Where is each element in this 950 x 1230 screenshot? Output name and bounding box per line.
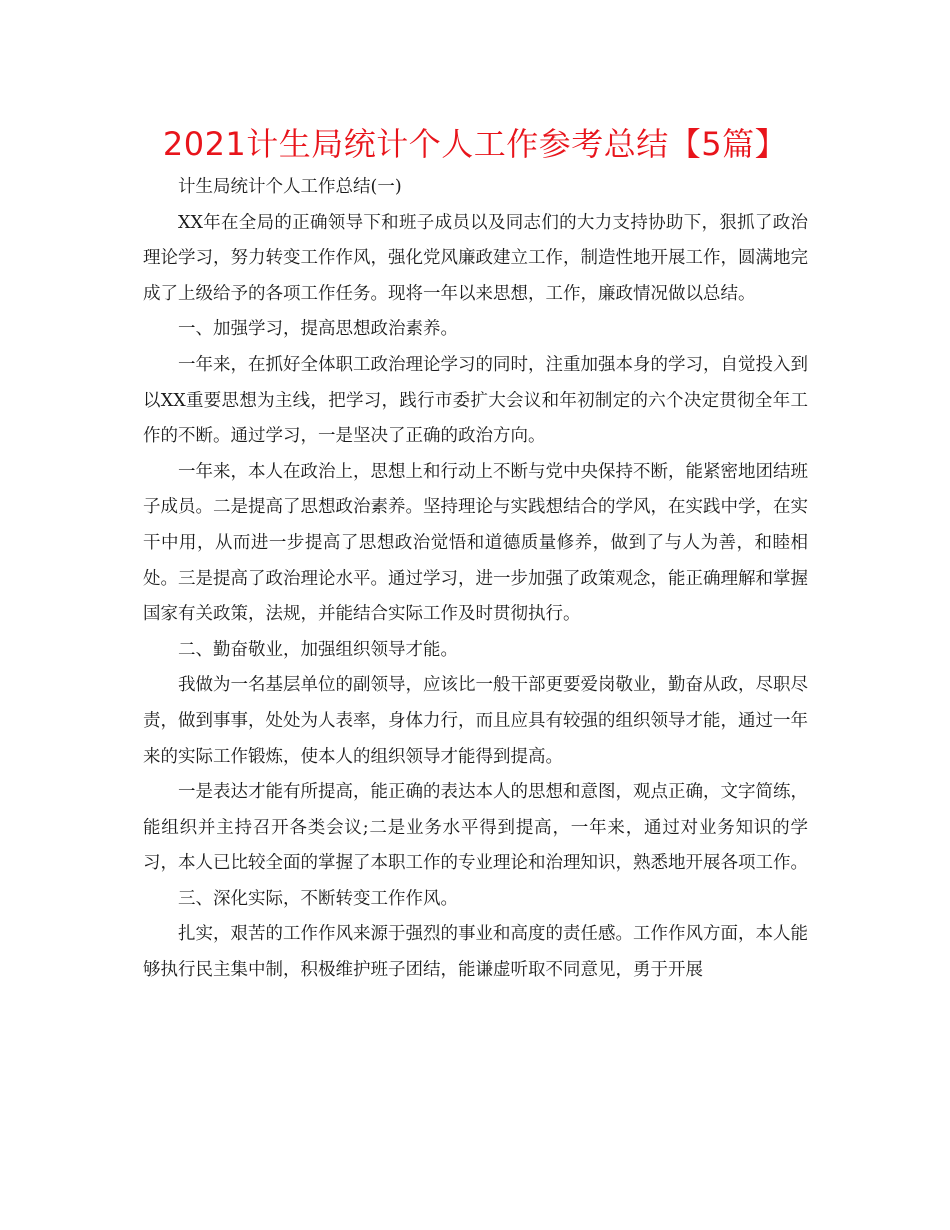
body-paragraph: 我做为一名基层单位的副领导，应该比一般干部更要爱岗敬业，勤奋从政，尽职尽责，做到事事，处处为人表率，身体力行，而且应具有较强的组织领导才能，通过一年来的实际工作锻炼，使本人的组织领导才能得到提高。	[143, 675, 808, 767]
body-paragraph: XX年在全局的正确领导下和班子成员以及同志们的大力支持协助下，狠抓了政治理论学习，努力转变工作作风，强化党风廉政建立工作，制造性地开展工作，圆满地完成了上级给予的各项工作任务。现将一年以来思想，工作，廉政情况做以总结。	[143, 212, 808, 304]
document-title: 2021计生局统计个人工作参考总结【5篇】	[162, 125, 788, 163]
body-paragraph: 一是表达才能有所提高，能正确的表达本人的思想和意图，观点正确，文字简练，能组织并主持召开各类会议;二是业务水平得到提高，一年来，通过对业务知识的学习，本人已比较全面的掌握了本职工作的专业理论和治理知识，熟悉地开展各项工作。	[143, 782, 808, 874]
body-paragraph: 一年来，在抓好全体职工政治理论学习的同时，注重加强本身的学习，自觉投入到以XX重要思想为主线，把学习，践行市委扩大会议和年初制定的六个决定贯彻全年工作的不断。通过学习，一是坚决了正确的政治方向。	[143, 354, 808, 447]
body-paragraph: 一年来，本人在政治上，思想上和行动上不断与党中央保持不断，能紧密地团结班子成员。二是提高了思想政治素养。坚持理论与实践想结合的学风，在实践中学，在实干中用，从而进一步提高了思想政治觉悟和道德质量修养，做到了与人为善，和睦相处。三是提高了政治理论水平。通过学习，进一步加强了政策观念，能正确理解和掌握国家有关政策，法规，并能结合实际工作及时贯彻执行。	[143, 461, 808, 625]
section-heading: 一、加强学习，提高思想政治素养。	[178, 319, 458, 340]
section-subtitle: 计生局统计个人工作总结(一)	[178, 177, 402, 197]
section-heading: 三、深化实际，不断转变工作作风。	[178, 888, 458, 909]
document-body	[143, 170, 808, 989]
section-heading: 二、勤奋敬业，加强组织领导才能。	[178, 639, 458, 660]
body-paragraph: 扎实，艰苦的工作作风来源于强烈的事业和高度的责任感。工作作风方面，本人能够执行民主集中制，积极维护班子团结，能谦虚听取不同意见，勇于开展	[143, 924, 808, 981]
